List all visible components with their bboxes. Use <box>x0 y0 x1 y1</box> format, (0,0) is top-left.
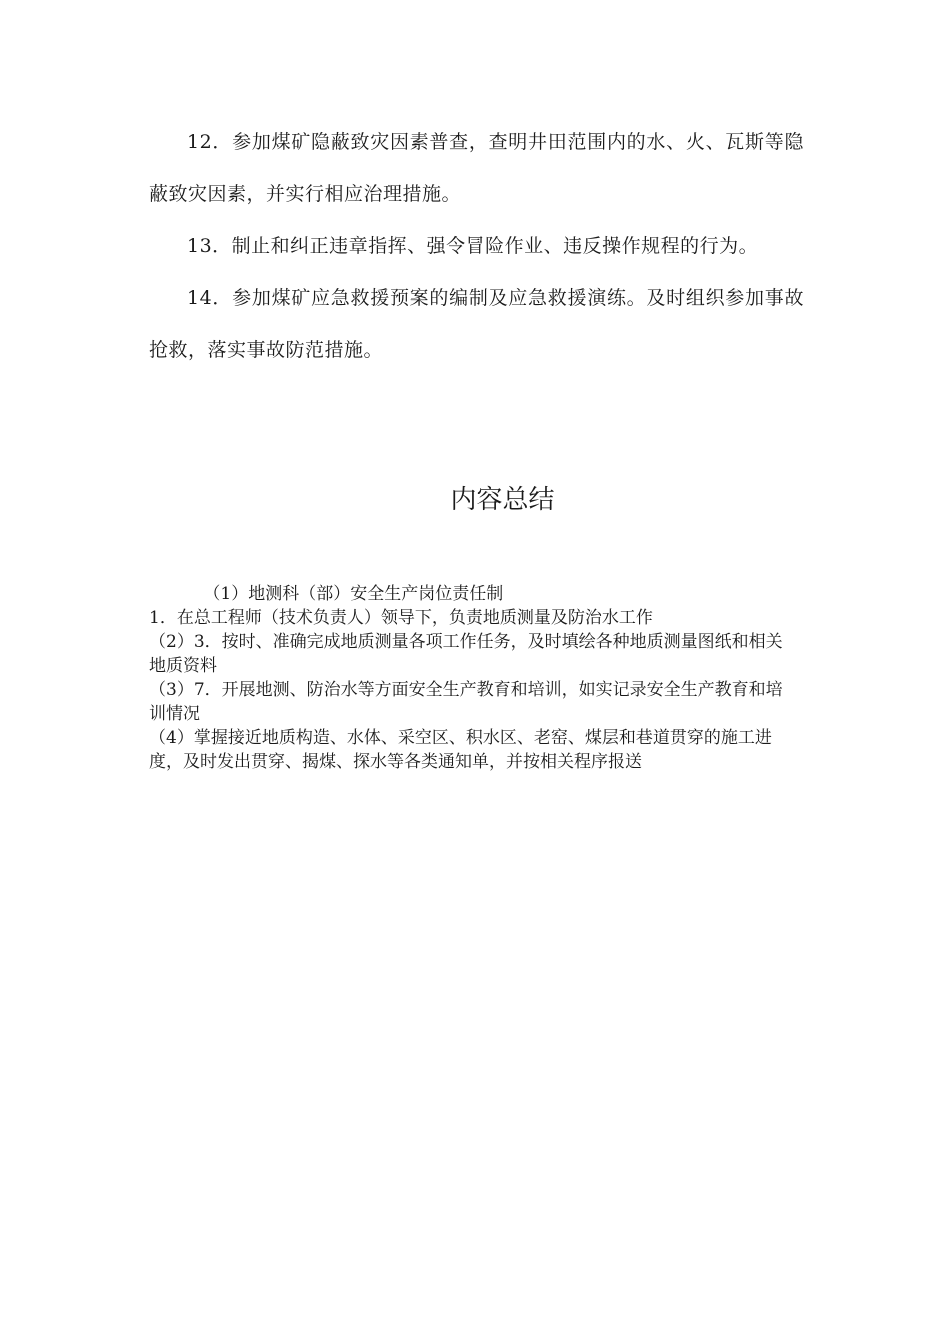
summary-line-1: （1）地测科（部）安全生产岗位责任制 <box>203 584 504 604</box>
summary-line-3: （2）3．按时、准确完成地质测量各项工作任务，及时填绘各种地质测量图纸和相关地质资料 <box>149 632 783 676</box>
summary-section <box>149 582 799 774</box>
paragraph-14: 14．参加煤矿应急救援预案的编制及应急救援演练。及时组织参加事故抢救，落实事故防范措施。 <box>149 287 804 361</box>
paragraph-13: 13．制止和纠正违章指挥、强令冒险作业、违反操作规程的行为。 <box>187 235 759 257</box>
summary-line-5: （4）掌握接近地质构造、水体、采空区、积水区、老窑、煤层和巷道贯穿的施工进度，及时发出贯穿、揭煤、探水等各类通知单，并按相关程序报送 <box>149 728 772 772</box>
body-text-section <box>149 116 804 376</box>
summary-line-4: （3）7．开展地测、防治水等方面安全生产教育和培训，如实记录安全生产教育和培训情况 <box>149 680 783 724</box>
summary-title: 内容总结 <box>450 485 555 515</box>
summary-line-2: 1．在总工程师（技术负责人）领导下，负责地质测量及防治水工作 <box>149 608 653 628</box>
paragraph-12: 12．参加煤矿隐蔽致灾因素普查，查明井田范围内的水、火、瓦斯等隐蔽致灾因素，并实行相应治理措施。 <box>149 131 804 205</box>
